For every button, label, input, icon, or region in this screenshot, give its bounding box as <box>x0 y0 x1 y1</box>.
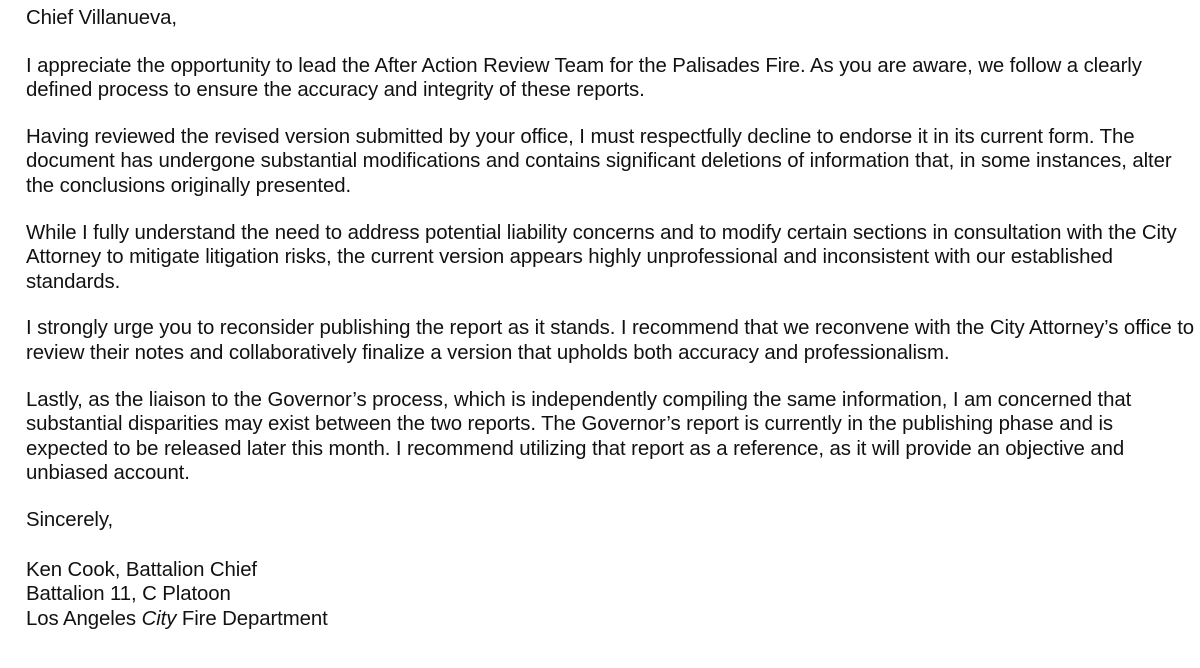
paragraph-recommendation: I strongly urge you to reconsider publishing the report as it stands. I recommend that we reconvene with the City Attorney’s office to review their notes and collaboratively finalize a version that upholds both accuracy and professionalism. <box>26 317 1194 364</box>
signature-name-title: Ken Cook, Battalion Chief <box>26 558 257 581</box>
department-italic: City <box>141 607 177 630</box>
letter-body <box>26 6 1196 639</box>
paragraph-governor-report: Lastly, as the liaison to the Governor’s process, which is independently compiling the same information, I am concerned that substantial disparities may exist between the two reports. The Governor’s report is currently in the publishing phase and is expected to be released later this month. I recommend utilizing that report as a reference, as it will provide an objective and unbiased account. <box>26 388 1132 485</box>
signature-cropped-line <box>26 631 1196 639</box>
closing: Sincerely, <box>26 508 114 531</box>
signature-block <box>26 558 1196 640</box>
signature-unit: Battalion 11, C Platoon <box>26 583 231 606</box>
salutation: Chief Villanueva, <box>26 7 177 29</box>
department-prefix: Los Angeles <box>26 607 142 630</box>
department-suffix: Fire Department <box>176 607 328 630</box>
paragraph-decline: Having reviewed the revised version submitted by your office, I must respectfully decline to endorse it in its current form. The document has undergone substantial modifications and contains significant deletions of information that, in some instances, alter the conclusions originally presented. <box>26 125 1172 197</box>
paragraph-liability: While I fully understand the need to address potential liability concerns and to modify certain sections in consultation with the City Attorney to mitigate litigation risks, the current version appears highly unprofessional and inconsistent with our established standards. <box>26 221 1177 293</box>
signature-department <box>26 607 1196 632</box>
paragraph-intro: I appreciate the opportunity to lead the After Action Review Team for the Palisades Fire. As you are aware, we follow a clearly defined process to ensure the accuracy and integrity of these reports. <box>26 54 1142 102</box>
